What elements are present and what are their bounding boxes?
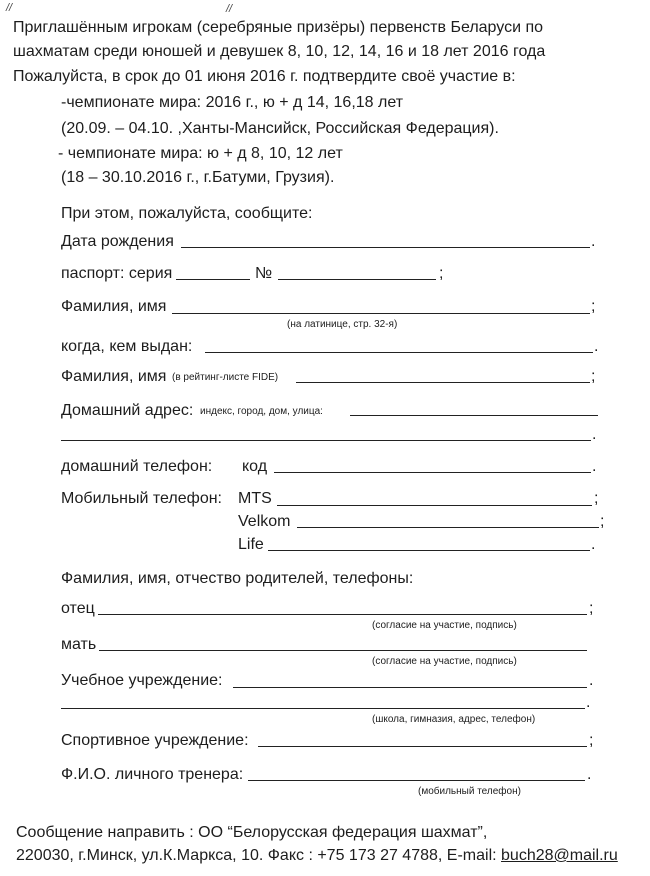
father-consent-hint: (согласие на участие, подпись) (372, 620, 517, 631)
invite-line-2: шахматам среди юношей и девушек 8, 10, 12, 14, 16 и 18 лет 2016 года (13, 43, 546, 60)
championship-item-2-details: (18 – 30.10.2016 г., г.Батуми, Грузия). (61, 169, 335, 186)
mts-phone-field[interactable] (277, 505, 592, 506)
invite-line-3: Пожалуйста, в срок до 01 июня 2016 г. подтвердите своё участие в: (13, 68, 516, 85)
end-mark: ; (600, 513, 605, 530)
school-field-line-2[interactable] (61, 708, 585, 709)
end-mark: . (587, 766, 592, 783)
passport-issued-label: когда, кем выдан: (61, 338, 193, 355)
end-mark: . (591, 233, 596, 250)
end-mark: . (594, 338, 599, 355)
passport-number-label: № (255, 265, 273, 282)
footer-line-1: Сообщение направить : ОО “Белорусская федерация шахмат”, (16, 824, 488, 841)
mother-field[interactable] (99, 650, 587, 651)
coach-hint: (мобильный телефон) (418, 786, 521, 797)
home-phone-code-label: код (242, 458, 268, 475)
father-field[interactable] (98, 614, 587, 615)
coach-field[interactable] (248, 780, 585, 781)
mother-consent-hint: (согласие на участие, подпись) (372, 656, 517, 667)
sport-school-label: Спортивное учреждение: (61, 732, 249, 749)
passport-series-field[interactable] (176, 279, 250, 280)
end-mark: . (589, 672, 594, 689)
parents-label: Фамилия, имя, отчество родителей, телефоны: (61, 570, 414, 587)
fide-name-field[interactable] (296, 382, 590, 383)
surname-hint: (на латинице, стр. 32-я) (287, 319, 398, 330)
pen-mark-left: // (6, 2, 13, 14)
home-phone-label: домашний телефон: (61, 458, 213, 475)
address-hint: индекс, город, дом, улица: (200, 406, 323, 417)
mts-label: MTS (238, 490, 272, 507)
mother-label: мать (61, 636, 97, 653)
passport-series-label: паспорт: серия (61, 265, 173, 282)
championship-item-1: -чемпионате мира: 2016 г., ю + д 14, 16,18 лет (61, 94, 404, 111)
birth-date-label: Дата рождения (61, 233, 174, 250)
birth-date-field[interactable] (181, 247, 590, 248)
end-mark: . (592, 458, 597, 475)
coach-label: Ф.И.О. личного тренера: (61, 766, 244, 783)
end-mark: ; (589, 732, 594, 749)
fide-name-label: Фамилия, имя (61, 368, 167, 385)
end-mark: . (586, 694, 591, 711)
end-mark: ; (594, 490, 599, 507)
footer-line-2: 220030, г.Минск, ул.К.Маркса, 10. Факс : +75 173 27 4788, E-mail: buch28@mail.ru (16, 847, 618, 864)
championship-item-2: - чемпионате мира: ю + д 8, 10, 12 лет (58, 145, 343, 162)
form-intro: При этом, пожалуйста, сообщите: (61, 205, 313, 222)
school-hint: (школа, гимназия, адрес, телефон) (372, 714, 536, 725)
mobile-phone-label: Мобильный телефон: (61, 490, 222, 507)
fide-hint: (в рейтинг-листе FIDE) (172, 372, 279, 383)
end-mark: . (591, 536, 596, 553)
end-mark: ; (591, 298, 596, 315)
passport-number-field[interactable] (278, 279, 436, 280)
invite-line-1: Приглашённым игрокам (серебряные призёры) первенств Беларуси по (13, 19, 544, 36)
pen-mark-middle: // (226, 3, 233, 15)
end-mark: . (592, 426, 597, 443)
school-label: Учебное учреждение: (61, 672, 223, 689)
home-address-field-line-2[interactable] (61, 440, 591, 441)
end-mark: ; (591, 368, 596, 385)
end-mark: ; (439, 265, 444, 282)
home-phone-field[interactable] (274, 472, 591, 473)
surname-name-label: Фамилия, имя (61, 298, 167, 315)
home-address-field[interactable] (350, 415, 598, 416)
surname-name-field[interactable] (172, 313, 590, 314)
velcom-phone-field[interactable] (297, 527, 599, 528)
passport-issued-field[interactable] (205, 352, 593, 353)
championship-item-1-details: (20.09. – 04.10. ,Ханты-Мансийск, Российская Федерация). (61, 120, 499, 137)
home-address-label: Домашний адрес: (61, 402, 194, 419)
sport-school-field[interactable] (258, 746, 587, 747)
end-mark: ; (589, 600, 594, 617)
life-label: Life (238, 536, 264, 553)
father-label: отец (61, 600, 95, 617)
velcom-label: Velkom (238, 513, 291, 530)
life-phone-field[interactable] (268, 550, 590, 551)
email-link[interactable]: buch28@mail.ru (501, 847, 618, 864)
school-field[interactable] (233, 687, 587, 688)
